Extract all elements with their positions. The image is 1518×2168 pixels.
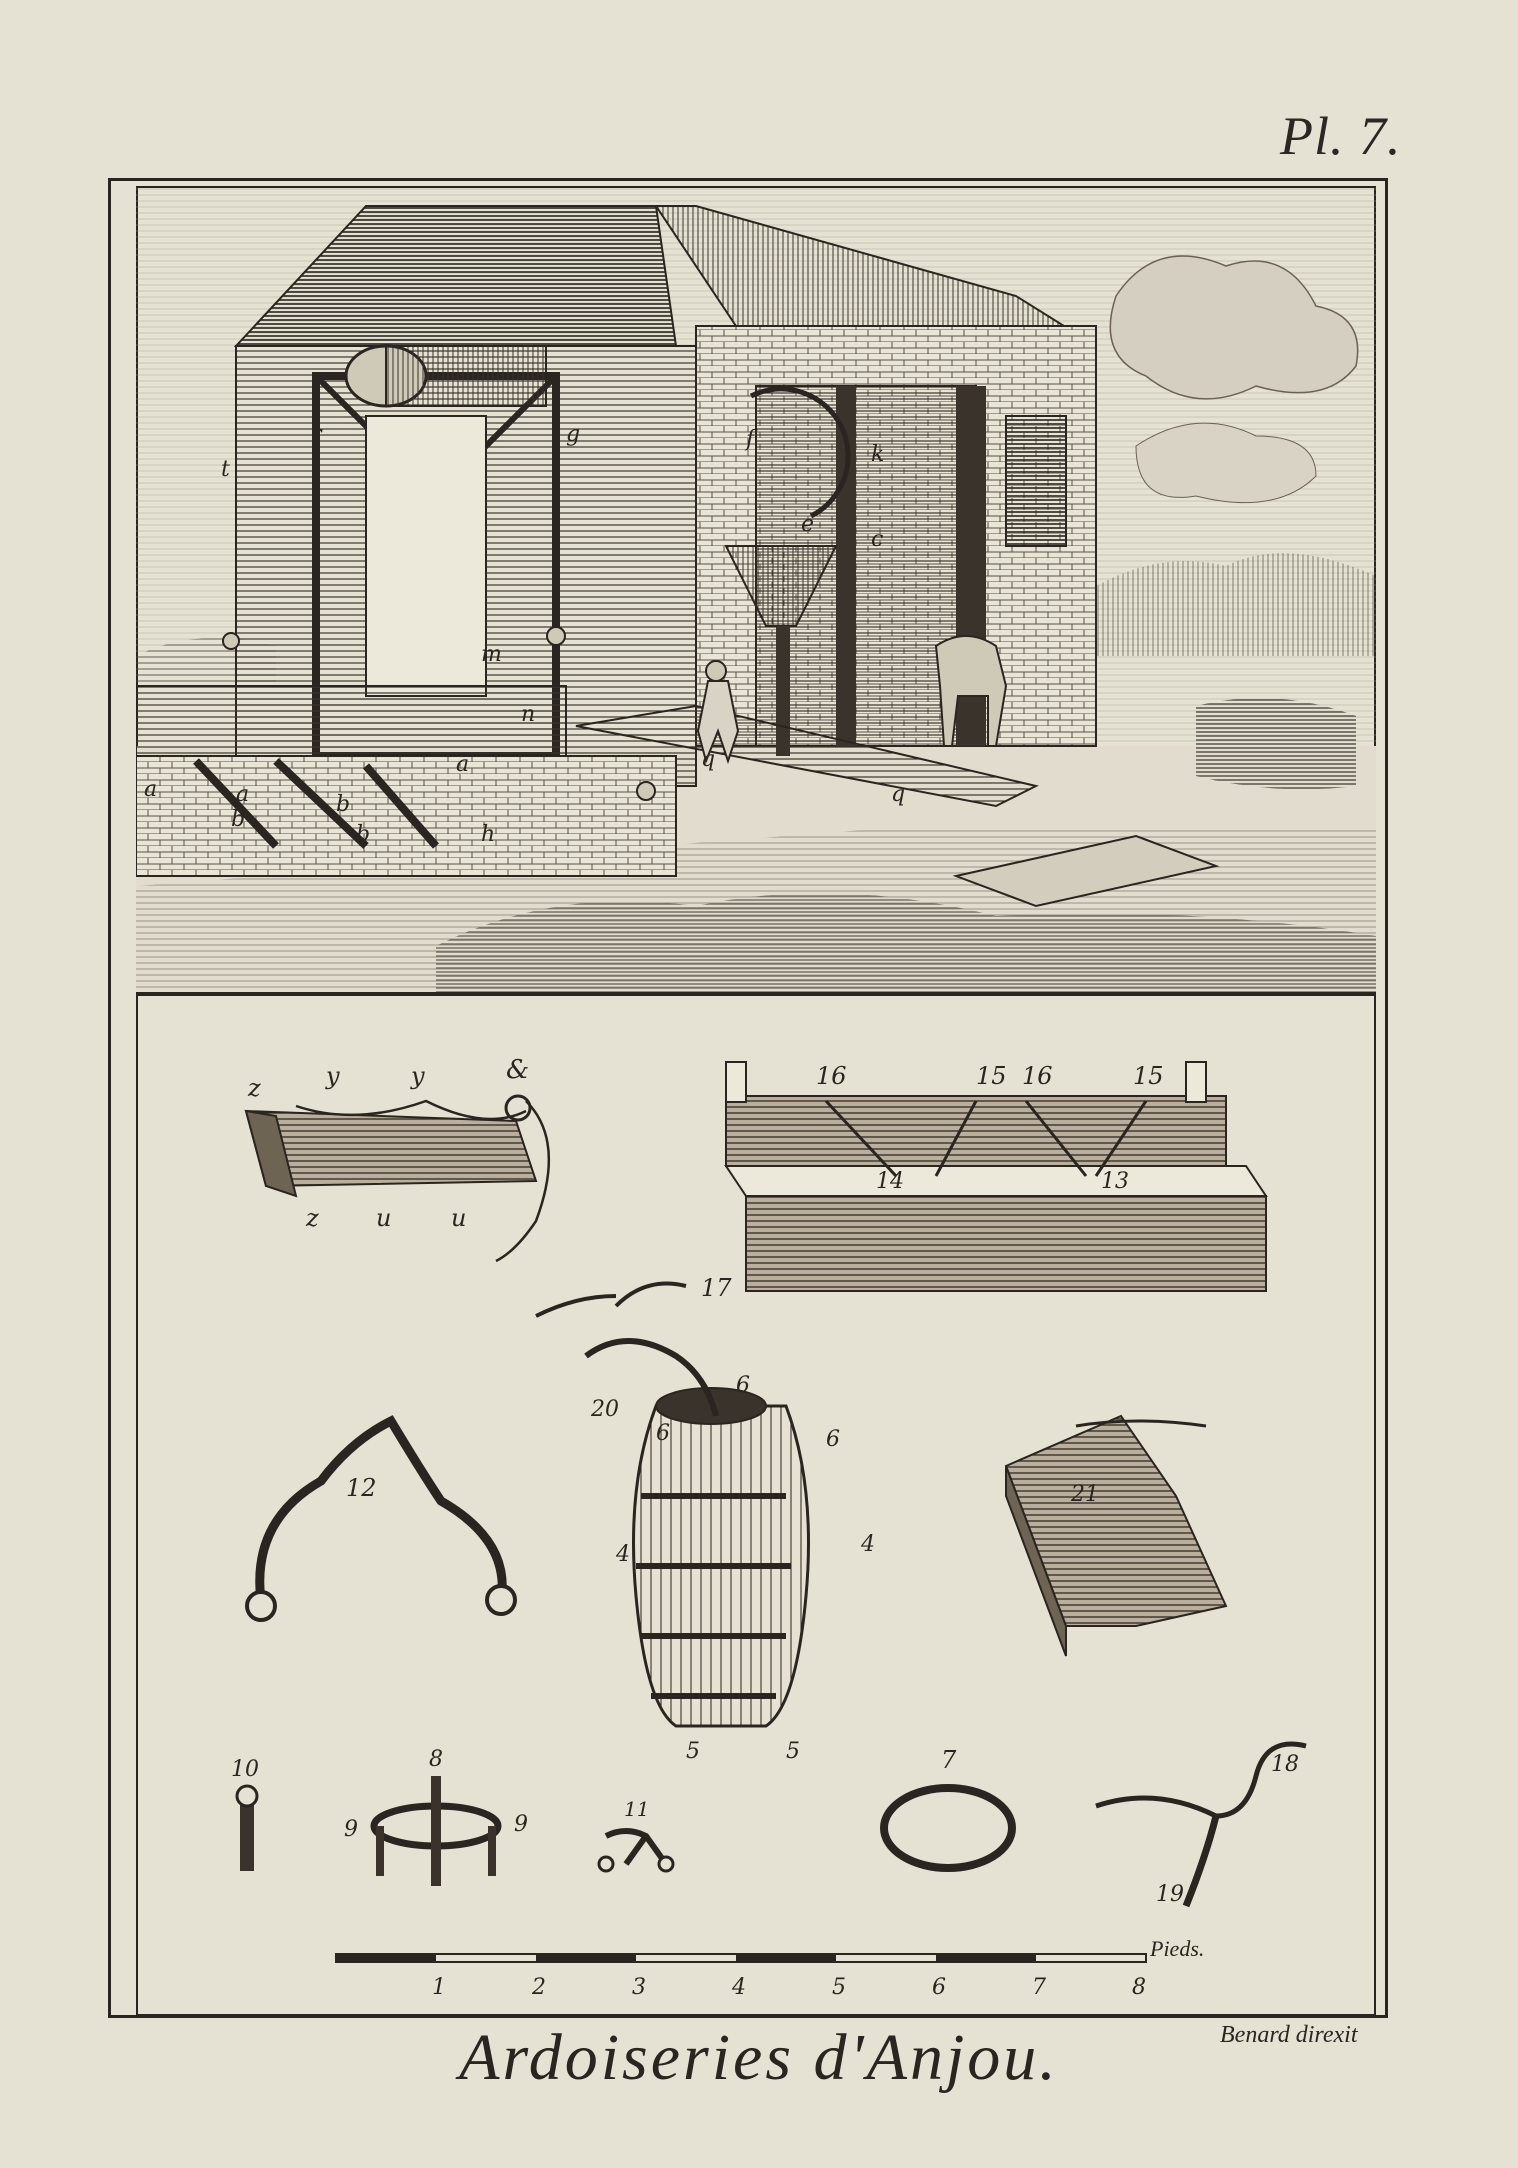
scale-tick-4: 4 <box>732 1975 746 2000</box>
handle-label-12: 12 <box>346 1474 377 1502</box>
ring-figure <box>884 1746 1012 1868</box>
crown-label-8: 8 <box>429 1747 443 1772</box>
trough-label-13: 13 <box>1101 1169 1129 1194</box>
tray-figure <box>246 1055 549 1261</box>
crown-label-9-2: 9 <box>514 1812 528 1837</box>
scene-label-k: k <box>871 442 885 467</box>
trough-label-16-2: 16 <box>1022 1062 1053 1090</box>
tray-label-y: y <box>326 1062 340 1090</box>
scene-label-b-2: b <box>336 792 351 817</box>
trough-label-17: 17 <box>701 1274 732 1302</box>
slate-label-21: 21 <box>1071 1482 1099 1507</box>
scene-label-a: a <box>456 752 470 777</box>
plate-number: Pl. 7. <box>1280 106 1402 166</box>
scene-label-m: m <box>481 642 502 667</box>
scale-tick-6: 6 <box>932 1975 946 2000</box>
tray-label-u-2: u <box>451 1204 467 1232</box>
tray-label-ampersand: & <box>506 1055 530 1085</box>
scale-unit-label: Pieds. <box>1150 1936 1205 1961</box>
hook-figure <box>1096 1744 1306 1907</box>
scale-bar <box>336 1954 1146 2000</box>
ring-label-7: 7 <box>941 1746 957 1774</box>
crown-figure <box>344 1747 528 1886</box>
scale-tick-7: 7 <box>1032 1975 1046 2000</box>
scene-label-b-3: b <box>356 822 371 847</box>
hook-label-19: 19 <box>1156 1882 1184 1907</box>
trough-label-16: 16 <box>816 1062 847 1090</box>
clip-label-11: 11 <box>624 1797 650 1821</box>
scene-label-a-2: a <box>236 782 250 807</box>
clip-figure <box>599 1797 673 1871</box>
bucket-label-5: 5 <box>686 1739 700 1764</box>
scene-label-h: h <box>481 822 496 847</box>
slate-block-figure <box>1006 1416 1226 1656</box>
trough-label-15-2: 15 <box>1133 1062 1164 1090</box>
mill-scene <box>136 186 1376 994</box>
scene-label-n: n <box>521 702 536 727</box>
trough-figure <box>701 1062 1266 1302</box>
tray-label-y-2: y <box>411 1062 425 1090</box>
tool-figures <box>136 996 1376 2016</box>
plate-title: Ardoiseries d'Anjou. <box>459 2021 1059 2094</box>
crown-label-9: 9 <box>344 1817 358 1842</box>
scale-tick-3: 3 <box>632 1975 646 2000</box>
bucket-label-4: 4 <box>616 1542 630 1567</box>
scene-label-a-3: a <box>144 777 158 802</box>
bucket-label-20: 20 <box>591 1397 619 1422</box>
bucket-label-6-3: 6 <box>826 1427 840 1452</box>
scale-tick-2: 2 <box>532 1975 546 2000</box>
mill-scene-illustration <box>136 186 1376 994</box>
scene-label-f: f <box>746 427 755 452</box>
scene-label-q: q <box>701 747 716 772</box>
bail-handle-figure <box>247 1421 515 1620</box>
bucket-label-4-2: 4 <box>861 1532 875 1557</box>
bucket-label-6-2: 6 <box>656 1421 670 1446</box>
scene-label-g: g <box>566 422 581 447</box>
scene-label-b: b <box>231 807 246 832</box>
scale-tick-8: 8 <box>1132 1975 1146 2000</box>
hook-label-18: 18 <box>1271 1752 1299 1777</box>
scale-tick-1: 1 <box>432 1975 446 2000</box>
tray-label-z-2: z <box>306 1204 319 1232</box>
scene-label-r: r <box>311 422 322 447</box>
pin-label-10: 10 <box>231 1757 259 1782</box>
scene-label-e: e <box>801 512 815 537</box>
scene-label-c: c <box>871 527 884 552</box>
trough-label-15: 15 <box>976 1062 1007 1090</box>
bucket-label-6: 6 <box>736 1373 750 1398</box>
scale-tick-5: 5 <box>832 1975 846 2000</box>
tray-label-u: u <box>376 1204 392 1232</box>
tray-label-z: z <box>248 1074 261 1102</box>
scene-label-q-2: q <box>891 782 906 807</box>
tool-figures-illustration <box>136 996 1376 2016</box>
scene-label-t: t <box>221 457 230 482</box>
engraver-credit: Benard direxit <box>1220 2022 1358 2048</box>
bucket-label-5-2: 5 <box>786 1739 800 1764</box>
pin-figure <box>231 1757 259 1871</box>
trough-label-14: 14 <box>876 1169 904 1194</box>
bucket-figure <box>536 1284 875 1765</box>
